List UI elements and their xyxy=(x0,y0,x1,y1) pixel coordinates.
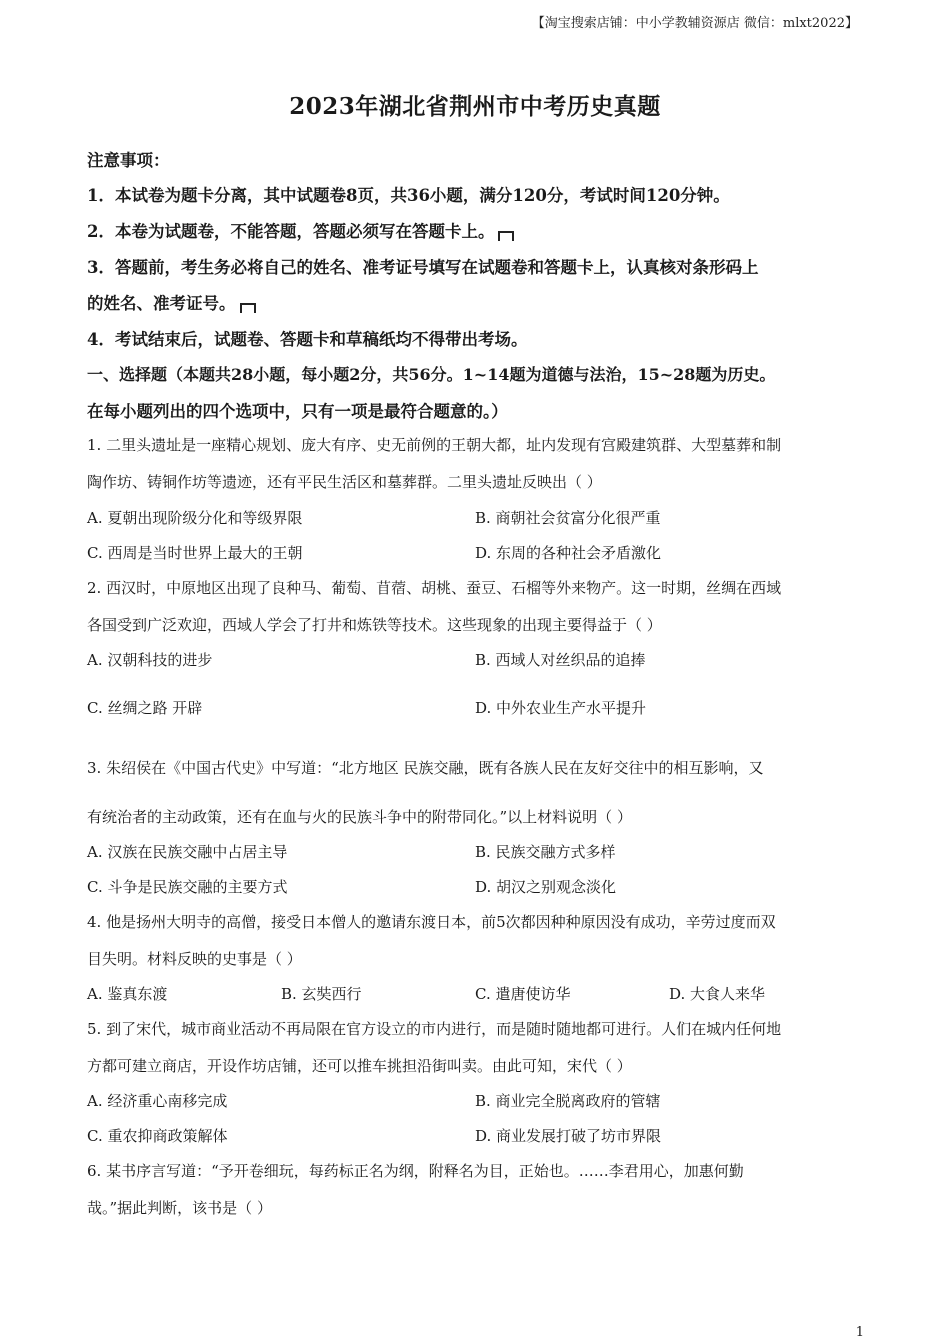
question-option: B. 商朝社会贫富分化很严重 xyxy=(475,509,661,527)
question-stem: 6. 某书序言写道：“予开卷细玩，每药标正名为纲，附释名为目，正始也。……李君用心，加惠何勤 xyxy=(87,1162,744,1180)
section-heading: 一、选择题（本题共28小题，每小题2分，共56分。1~14题为道德与法治，15~28题为历史。 xyxy=(87,365,776,384)
question-stem: 目失明。材料反映的史事是（ ） xyxy=(87,950,302,968)
question-option: A. 汉朝科技的进步 xyxy=(87,651,213,669)
edit-mark-icon xyxy=(498,231,514,241)
question-option: A. 夏朝出现阶级分化和等级界限 xyxy=(87,509,303,527)
question-stem: 陶作坊、铸铜作坊等遗迹，还有平民生活区和墓葬群。二里头遗址反映出（ ） xyxy=(87,473,602,491)
question-option: C. 西周是当时世界上最大的王朝 xyxy=(87,544,303,562)
notice-item: 1．本试卷为题卡分离，其中试题卷8页，共36小题，满分120分，考试时间120分钟。 xyxy=(87,186,730,205)
notice-item: 4．考试结束后，试题卷、答题卡和草稿纸均不得带出考场。 xyxy=(87,330,528,349)
question-option: A. 经济重心南移完成 xyxy=(87,1092,228,1110)
question-option: B. 西域人对丝织品的追捧 xyxy=(475,651,646,669)
question-option: D. 中外农业生产水平提升 xyxy=(475,699,647,717)
question-option: A. 汉族在民族交融中占居主导 xyxy=(87,843,288,861)
question-stem: 4. 他是扬州大明寺的高僧，接受日本僧人的邀请东渡日本，前5次都因种种原因没有成功，辛劳过度而双 xyxy=(87,913,776,931)
page-title: 2023年湖北省荆州市中考历史真题 xyxy=(289,93,661,120)
question-option: B. 民族交融方式多样 xyxy=(475,843,616,861)
section-heading-cont: 在每小题列出的四个选项中，只有一项是最符合题意的。） xyxy=(87,402,508,421)
notice-item xyxy=(87,218,514,242)
question-option: A. 鉴真东渡 xyxy=(87,985,168,1003)
question-option: D. 胡汉之别观念淡化 xyxy=(475,878,617,896)
notice-item: 3．答题前，考生务必将自己的姓名、准考证号填写在试题卷和答题卡上，认真核对条形码上 xyxy=(87,258,759,277)
question-option: C. 丝绸之路 开辟 xyxy=(87,699,203,717)
edit-mark-icon xyxy=(240,303,256,313)
question-stem: 1. 二里头遗址是一座精心规划、庞大有序、史无前例的王朝大都，址内发现有宫殿建筑群、大型墓葬和制 xyxy=(87,436,782,454)
question-option: C. 重农抑商政策解体 xyxy=(87,1127,228,1145)
question-option: D. 大食人来华 xyxy=(669,985,766,1003)
question-stem: 哉。”据此判断，该书是（ ） xyxy=(87,1199,272,1217)
notice-item-text: 的姓名、准考证号。 xyxy=(87,294,236,313)
question-stem: 各国受到广泛欢迎，西域人学会了打井和炼铁等技术。这些现象的出现主要得益于（ ） xyxy=(87,616,662,634)
notice-item-text: 2．本卷为试题卷，不能答题，答题必须写在答题卡上。 xyxy=(87,222,495,241)
question-stem: 方都可建立商店，开设作坊店铺，还可以推车挑担沿街叫卖。由此可知，宋代（ ） xyxy=(87,1057,632,1075)
question-stem: 2. 西汉时，中原地区出现了良种马、葡萄、苜蓿、胡桃、蚕豆、石榴等外来物产。这一时期，丝绸在西域 xyxy=(87,579,782,597)
page-header: 【淘宝搜索店铺：中小学教辅资源店 微信：mlxt2022】 xyxy=(531,16,858,31)
question-option: B. 玄奘西行 xyxy=(281,985,362,1003)
question-option: B. 商业完全脱离政府的管辖 xyxy=(475,1092,661,1110)
page-number: 1 xyxy=(855,1325,864,1340)
question-option: C. 斗争是民族交融的主要方式 xyxy=(87,878,288,896)
question-stem: 3. 朱绍侯在《中国古代史》中写道：“北方地区 民族交融，既有各族人民在友好交往中的相互影响，又 xyxy=(87,759,764,777)
notice-item xyxy=(87,290,256,314)
question-option: D. 商业发展打破了坊市界限 xyxy=(475,1127,662,1145)
question-stem: 5. 到了宋代，城市商业活动不再局限在官方设立的市内进行，而是随时随地都可进行。人们在城内任何地 xyxy=(87,1020,782,1038)
notice-heading: 注意事项： xyxy=(87,151,170,170)
question-stem: 有统治者的主动政策，还有在血与火的民族斗争中的附带同化。”以上材料说明（ ） xyxy=(87,808,632,826)
question-option: C. 遣唐使访华 xyxy=(475,985,571,1003)
question-option: D. 东周的各种社会矛盾激化 xyxy=(475,544,662,562)
